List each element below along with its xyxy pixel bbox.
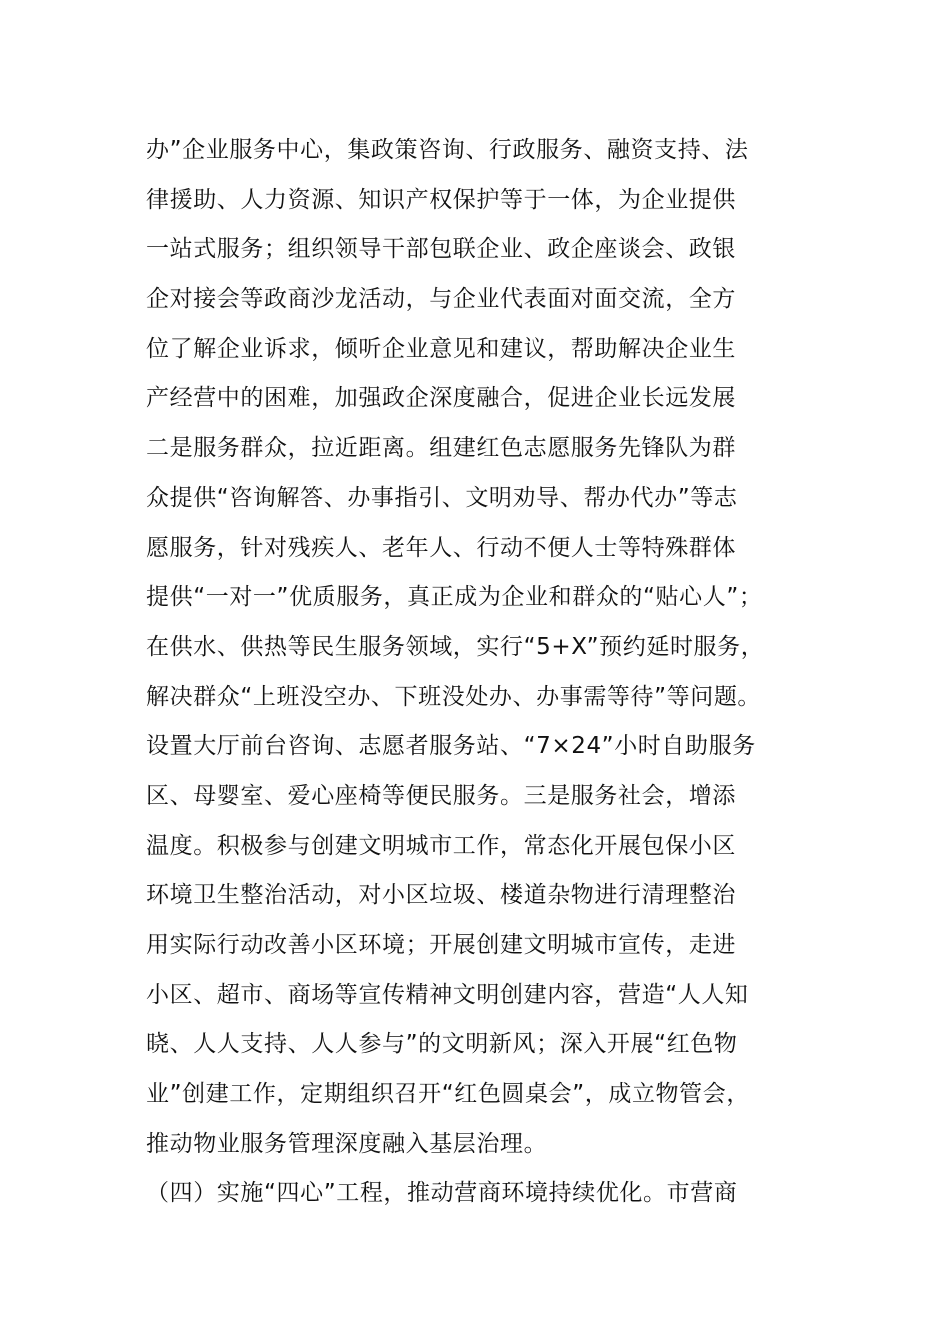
- text-line: 办”企业服务中心，集政策咨询、行政服务、融资支持、法: [146, 137, 749, 163]
- section-heading-line: （四）实施“四心”工程，推动营商环境持续优化。市营商: [146, 1180, 738, 1207]
- text-line: 在供水、供热等民生服务领域，实行“5+X”预约延时服务，: [146, 633, 765, 660]
- text-line: 用实际行动改善小区环境；开展创建文明城市宣传，走进: [146, 932, 736, 958]
- text-line: 解决群众“上班没空办、下班没处办、办事需等待”等问题。: [146, 683, 762, 710]
- text-line: 业”创建工作，定期组织召开“红色圆桌会”，成立物管会，: [146, 1081, 750, 1108]
- text-line: 愿服务，针对残疾人、老年人、行动不便人士等特殊群体: [146, 534, 736, 561]
- text-line: 设置大厅前台咨询、志愿者服务站、“7×24”小时自助服务: [146, 733, 756, 760]
- text-line: 推动物业服务管理深度融入基层治理。: [146, 1130, 548, 1157]
- text-line: 产经营中的困难，加强政企深度融合，促进企业长远发展: [146, 385, 736, 412]
- body-text: [146, 126, 846, 1219]
- text-line: 律援助、人力资源、知识产权保护等于一体，为企业提供: [146, 186, 736, 213]
- text-line: 晓、人人支持、人人参与”的文明新风；深入开展“红色物: [146, 1031, 738, 1058]
- text-line: 温度。积极参与创建文明城市工作，常态化开展包保小区: [146, 832, 736, 859]
- text-line: 区、母婴室、爱心座椅等便民服务。三是服务社会，增添: [146, 782, 736, 809]
- text-line: 位了解企业诉求，倾听企业意见和建议，帮助解决企业生: [146, 335, 736, 362]
- text-line: 小区、超市、商场等宣传精神文明创建内容，营造“人人知: [146, 981, 749, 1008]
- text-line: 企对接会等政商沙龙活动，与企业代表面对面交流，全方: [146, 286, 736, 313]
- text-line: 众提供“咨询解答、办事指引、文明劝导、帮办代办”等志: [146, 484, 738, 511]
- text-line: 环境卫生整治活动，对小区垃圾、楼道杂物进行清理整治: [146, 882, 736, 909]
- text-line: 二是服务群众，拉近距离。组建红色志愿服务先锋队为群: [146, 435, 736, 462]
- text-line: 一站式服务；组织领导干部包联企业、政企座谈会、政银: [146, 236, 736, 263]
- text-line: 提供“一对一”优质服务，真正成为企业和群众的“贴心人”；: [146, 584, 763, 611]
